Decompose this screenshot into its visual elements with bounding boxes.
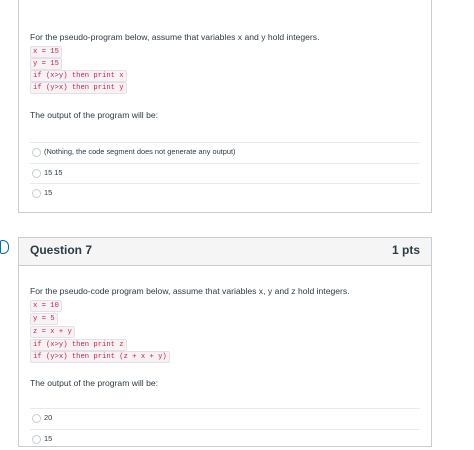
- radio-button-icon[interactable]: [32, 414, 41, 423]
- answer-label: 15: [44, 188, 53, 197]
- code-line: z = x + y: [30, 326, 75, 338]
- code-line: y = 15: [30, 58, 62, 70]
- code-line: y = 5: [30, 313, 58, 325]
- question-prompt: For the pseudo-code program below, assume that variables x, y and z hold integers.: [30, 286, 350, 296]
- answer-option[interactable]: [30, 408, 420, 429]
- answer-option[interactable]: [30, 142, 420, 163]
- radio-button-icon[interactable]: [32, 148, 41, 157]
- answer-label: 15: [44, 434, 53, 443]
- code-line: if (y>x) then print y: [30, 82, 127, 94]
- code-line: x = 10: [30, 300, 62, 312]
- question-card-7: [18, 237, 432, 447]
- answer-option[interactable]: [30, 429, 420, 450]
- question-points: 1 pts: [391, 243, 420, 257]
- radio-button-icon[interactable]: [32, 169, 41, 178]
- code-line: if (y>x) then print (z + x + y): [30, 351, 170, 363]
- answer-option[interactable]: [30, 183, 420, 204]
- code-line: if (x>y) then print x: [30, 70, 127, 82]
- code-line: if (x>y) then print z: [30, 339, 127, 351]
- question-prompt: For the pseudo-program below, assume that variables x and y hold integers.: [30, 32, 320, 42]
- output-label: The output of the program will be:: [30, 110, 159, 120]
- answer-option[interactable]: [30, 163, 420, 184]
- answer-label: 15 15: [44, 168, 63, 177]
- question-title: Question 7: [30, 243, 93, 257]
- bookmark-icon[interactable]: [0, 240, 9, 254]
- question-header: [19, 238, 431, 266]
- radio-button-icon[interactable]: [32, 189, 41, 198]
- answer-label: 20: [44, 413, 53, 422]
- answer-label: (Nothing, the code segment does not generate any output): [44, 147, 236, 156]
- code-line: x = 15: [30, 46, 62, 58]
- question-card-previous: [18, 0, 432, 213]
- output-label: The output of the program will be:: [30, 378, 159, 388]
